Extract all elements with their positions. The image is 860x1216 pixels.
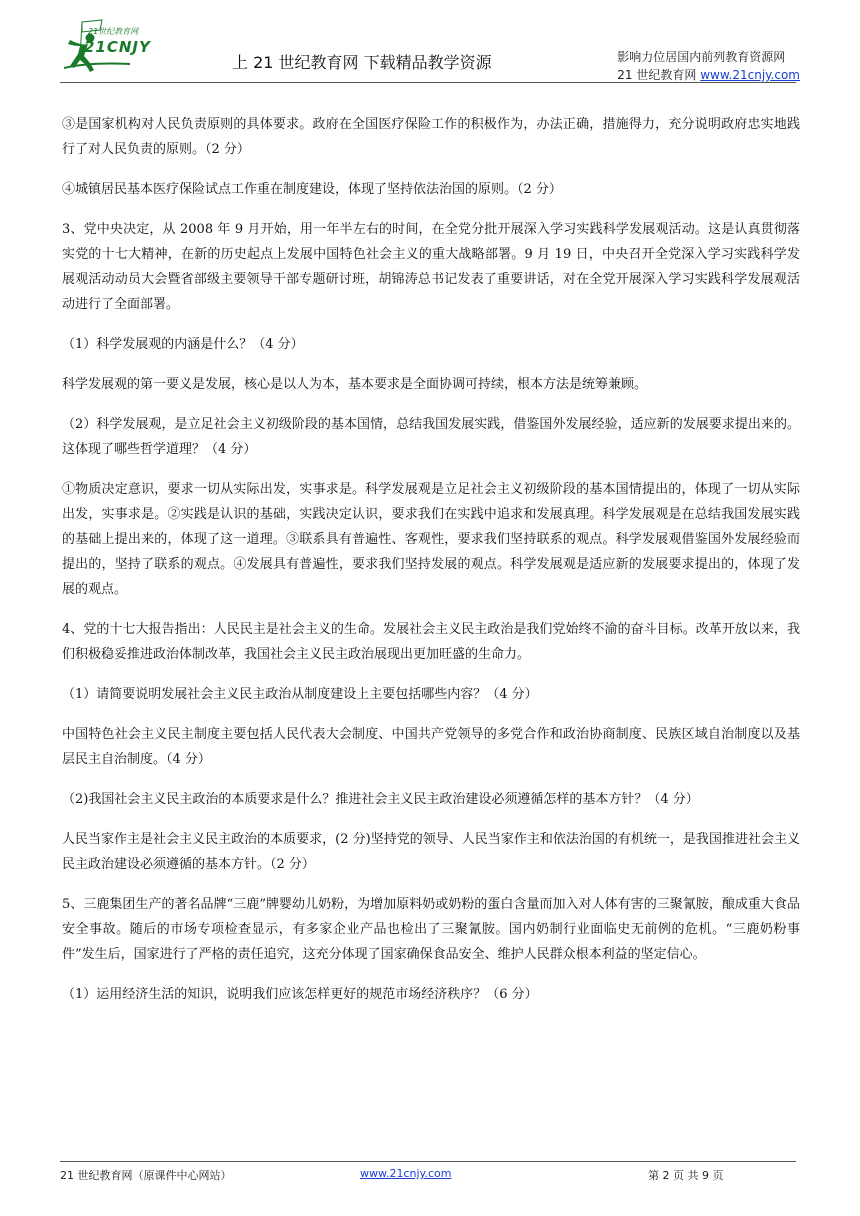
page-number: 第 2 页 共 9 页 bbox=[648, 1169, 724, 1182]
paragraph: 4、党的十七大报告指出：人民民主是社会主义的生命。发展社会主义民主政治是我们党始终不渝的奋斗目标。改革开放以来，我们积极稳妥推进政治体制改革，我国社会主义民主政治展现出更加旺盛的生命力。 bbox=[62, 622, 800, 662]
header-site-link[interactable]: www.21cnjy.com bbox=[700, 68, 800, 82]
paragraph: ④城镇居民基本医疗保险试点工作重在制度建设，体现了坚持依法治国的原则。（2 分） bbox=[62, 182, 562, 197]
page-header bbox=[60, 18, 800, 80]
paragraph: 5、三鹿集团生产的著名品牌“三鹿”牌婴幼儿奶粉，为增加原料奶或奶粉的蛋白含量而加入对人体有害的三聚氰胺，酿成重大食品安全事故。随后的市场专项检查显示，有多家企业产品也检出了三聚氰胺。国内奶制行业面临史无前例的危机。“三鹿奶粉事件”发生后，国家进行了严格的责任追究，这充分体现了国家确保食品安全、维护人民群众根本利益的坚定信心。 bbox=[62, 897, 800, 962]
header-title: 上 21 世纪教育网 下载精品教学资源 bbox=[232, 53, 492, 72]
footer-site-link[interactable]: www.21cnjy.com bbox=[360, 1167, 452, 1180]
page-footer bbox=[60, 1167, 796, 1187]
paragraph: ③是国家机构对人民负责原则的具体要求。政府在全国医疗保险工作的积极作为，办法正确，措施得力，充分说明政府忠实地践行了对人民负责的原则。（2 分） bbox=[62, 117, 800, 157]
paragraph: ①物质决定意识，要求一切从实际出发，实事求是。科学发展观是立足社会主义初级阶段的基本国情提出的，体现了一切从实际出发，实事求是。②实践是认识的基础，实践决定认识，要求我们在实践中追求和发展真理。科学发展观是在总结我国发展实践的基础上提出来的，体现了这一道理。③联系具有普遍性、客观性，要求我们坚持联系的观点。科学发展观借鉴国外发展经验而提出的，坚持了联系的观点。④发展具有普遍性，要求我们坚持发展的观点。科学发展观是适应新的发展要求提出的，体现了发展的观点。 bbox=[62, 482, 800, 597]
logo-big-text: 21CNJY bbox=[84, 38, 151, 56]
paragraph: 人民当家作主是社会主义民主政治的本质要求，(2 分)坚持党的领导、人民当家作主和依法治国的有机统一，是我国推进社会主义民主政治建设必须遵循的基本方针。（2 分） bbox=[62, 832, 800, 872]
document-body bbox=[62, 112, 800, 1022]
header-site-prefix: 21 世纪教育网 bbox=[617, 68, 701, 82]
paragraph: （2)我国社会主义民主政治的本质要求是什么？推进社会主义民主政治建设必须遵循怎样的基本方针？（4 分） bbox=[62, 792, 699, 807]
site-logo bbox=[60, 18, 180, 78]
header-slogan: 影响力位居国内前列教育资源网 bbox=[617, 50, 786, 64]
paragraph: 科学发展观的第一要义是发展，核心是以人为本，基本要求是全面协调可持续，根本方法是统筹兼顾。 bbox=[62, 377, 648, 392]
paragraph: 中国特色社会主义民主制度主要包括人民代表大会制度、中国共产党领导的多党合作和政治协商制度、民族区域自治制度以及基层民主自治制度。（4 分） bbox=[62, 727, 800, 767]
logo-small-text: 21世纪教育网 bbox=[88, 27, 139, 36]
header-right-block bbox=[617, 48, 800, 84]
paragraph: （1）科学发展观的内涵是什么？（4 分） bbox=[62, 337, 304, 352]
header-divider bbox=[60, 82, 796, 83]
footer-site-name: 21 世纪教育网（原课件中心网站） bbox=[60, 1169, 232, 1182]
footer-divider bbox=[60, 1161, 796, 1162]
paragraph: （1）请简要说明发展社会主义民主政治从制度建设上主要包括哪些内容？（4 分） bbox=[62, 687, 538, 702]
paragraph: （2）科学发展观，是立足社会主义初级阶段的基本国情，总结我国发展实践，借鉴国外发展经验，适应新的发展要求提出来的。这体现了哪些哲学道理？（4 分） bbox=[62, 417, 800, 457]
paragraph: 3、党中央决定，从 2008 年 9 月开始，用一年半左右的时间，在全党分批开展深入学习实践科学发展观活动。这是认真贯彻落实党的十七大精神，在新的历史起点上发展中国特色社会主义的重大战略部署。9 月 19 日，中央召开全党深入学习实践科学发展观活动动员大会暨省部级主要领导干部专题研讨班，胡锦涛总书记发表了重要讲话，对在全党开展深入学习实践科学发展观活动进行了全面部署。 bbox=[62, 222, 800, 312]
paragraph: （1）运用经济生活的知识，说明我们应该怎样更好的规范市场经济秩序？（6 分） bbox=[62, 987, 538, 1002]
